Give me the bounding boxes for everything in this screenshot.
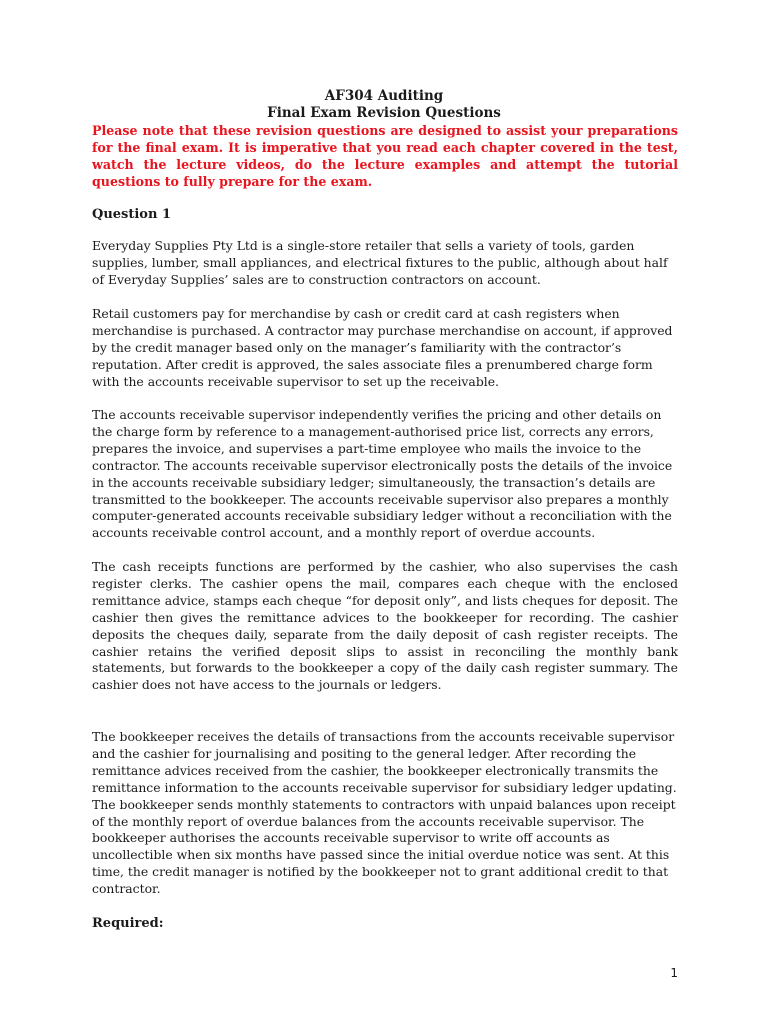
required-heading: Required: xyxy=(92,916,164,931)
question-heading: Question 1 xyxy=(92,207,172,222)
paragraph: The cash receipts functions are performed by the cashier, who also supervises the cash register clerks. The cashier opens the mail, compares each cheque with the enclosed remittance advice, stamps each cheque “for deposit only”, and lists cheques for deposit. The cashier then gives the remittance advices to the bookkeeper for recording. The cashier deposits the cheques daily, separate from the daily deposit of cash register receipts. The cashier retains the verified deposit slips to assist in reconciling the monthly bank statements, but forwards to the bookkeeper a copy of the daily cash register summary. The cashier does not have access to the journals or ledgers. xyxy=(92,559,678,693)
revision-notice: Please note that these revision questions are designed to assist your preparations for the final exam. It is imperative that you read each chapter covered in the test, watch the lecture videos, do the lecture examples and attempt the tutorial questions to fully prepare for the exam. xyxy=(92,123,678,189)
paragraph: The accounts receivable supervisor independently verifies the pricing and other details on the charge form by reference to a management-authorised price list, corrects any errors, prepares the invoice, and supervises a part-time employee who mails the invoice to the contractor. The accounts receivable supervisor electronically posts the details of the invoice in the accounts receivable subsidiary ledger; simultaneously, the transaction’s details are transmitted to the bookkeeper. The accounts receivable supervisor also prepares a monthly computer-generated accounts receivable subsidiary ledger without a reconciliation with the accounts receivable control account, and a monthly report of overdue accounts. xyxy=(92,407,673,541)
paragraph: Everyday Supplies Pty Ltd is a single-store retailer that sells a variety of tools, garden supplies, lumber, small appliances, and electrical fixtures to the public, although about half of Everyday Supplies’ sales are to construction contractors on account. xyxy=(92,238,668,287)
paragraph: Retail customers pay for merchandise by cash or credit card at cash registers when merchandise is purchased. A contractor may purchase merchandise on account, if approved by the credit manager based only on the manager’s familiarity with the contractor’s reputation. After credit is approved, the sales associate files a prenumbered charge form with the accounts receivable supervisor to set up the receivable. xyxy=(92,306,673,389)
page-number: 1 xyxy=(670,966,678,980)
paragraph: The bookkeeper receives the details of transactions from the accounts receivable supervisor and the cashier for journalising and positing to the general ledger. After recording the remittance advices received from the cashier, the bookkeeper electronically transmits the remittance information to the accounts receivable supervisor for subsidiary ledger updating. The bookkeeper sends monthly statements to contractors with unpaid balances upon receipt of the monthly report of overdue balances from the accounts receivable supervisor. The bookkeeper authorises the accounts receivable supervisor to write off accounts as uncollectible when six months have passed since the initial overdue notice was sent. At this time, the credit manager is notified by the bookkeeper not to grant additional credit to that contractor. xyxy=(92,729,677,897)
document-subtitle: Final Exam Revision Questions xyxy=(267,105,501,121)
document-title: AF304 Auditing xyxy=(324,88,444,104)
